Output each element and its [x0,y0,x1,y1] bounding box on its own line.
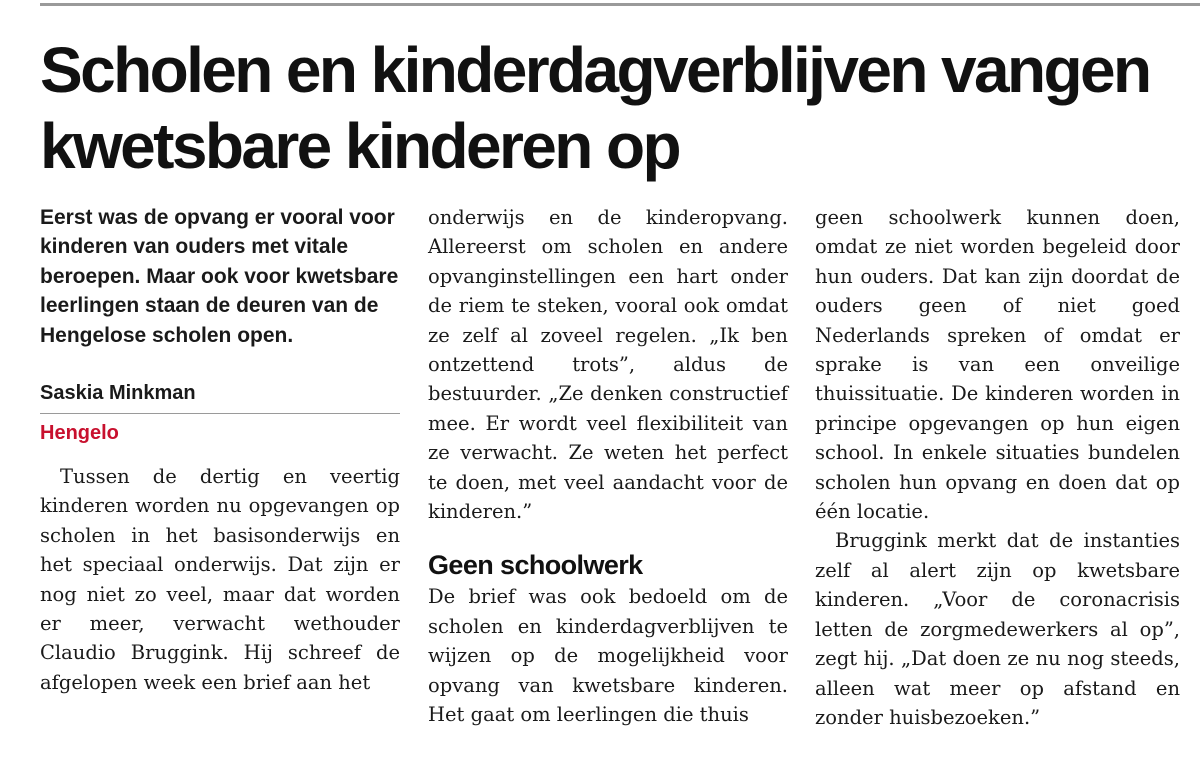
subheading: Geen schoolwerk [428,550,643,581]
byline [40,382,400,454]
author-name: Saskia Minkman [40,382,196,405]
body-paragraph-1-part-2: onderwijs en de kinderopvang. Allereerst om scholen en andere opvanginstellingen een hart onder de riem te steken, vooral ook omdat ze zelf al zoveel regelen. „Ik ben ontzettend trots”, aldus de bestuurder. „Ze denken constructief mee. Er wordt veel flexibiliteit van ze verwacht. Ze weten het perfect te doen, met veel aandacht voor de kinderen.” [428,206,788,524]
body-paragraph-2-part-2: geen schoolwerk kunnen doen, omdat ze niet worden begeleid door hun ouders. Dat kan zijn doordat de ouders geen of niet goed Nederlands spreken of omdat er sprake is van een onveilige thuissituatie. De kinderen worden in principe opgevangen op hun eigen school. In enkele situaties bundelen scholen hun opvang en doen dat op één locatie. [815,206,1180,524]
body-paragraph-2-part-1: De brief was ook bedoeld om de scholen en kinderdagverblijven te wijzen op de mogelijkheid voor opvang van kwetsbare kinderen. Het gaat om leerlingen die thuis [428,585,788,727]
byline-rule [40,413,400,414]
body-paragraph-3: Bruggink merkt dat de instanties zelf al alert zijn op kwetsbare kinderen. „Voor de coronacrisis letten de zorgmedewerkers al op”, zegt hij. „Dat doen ze nu nog steeds, alleen wat meer op afstand en zonder huisbezoeken.” [815,529,1180,729]
column-3 [815,203,1180,732]
headline: Scholen en kinderdagverblijven vangen kwetsbare kinderen op [40,34,1150,182]
top-rule [40,3,1200,6]
lead-paragraph: Eerst was de opvang er vooral voor kinderen van ouders met vitale beroepen. Maar ook voor kwetsbare leerlingen staan de deuren van de Hengelose scholen open. [40,206,399,347]
dateline-location: Hengelo [40,422,119,445]
body-paragraph-1-part-1: Tussen de dertig en veertig kinderen worden nu opgevangen op scholen in het basisonderwijs en het speciaal onderwijs. Dat zijn er nog niet zo veel, maar dat worden er meer, verwacht wethouder Claudio Bruggink. Hij schreef de afgelopen week een brief aan het [40,465,400,694]
column-2 [428,203,788,730]
column-1 [40,203,400,697]
